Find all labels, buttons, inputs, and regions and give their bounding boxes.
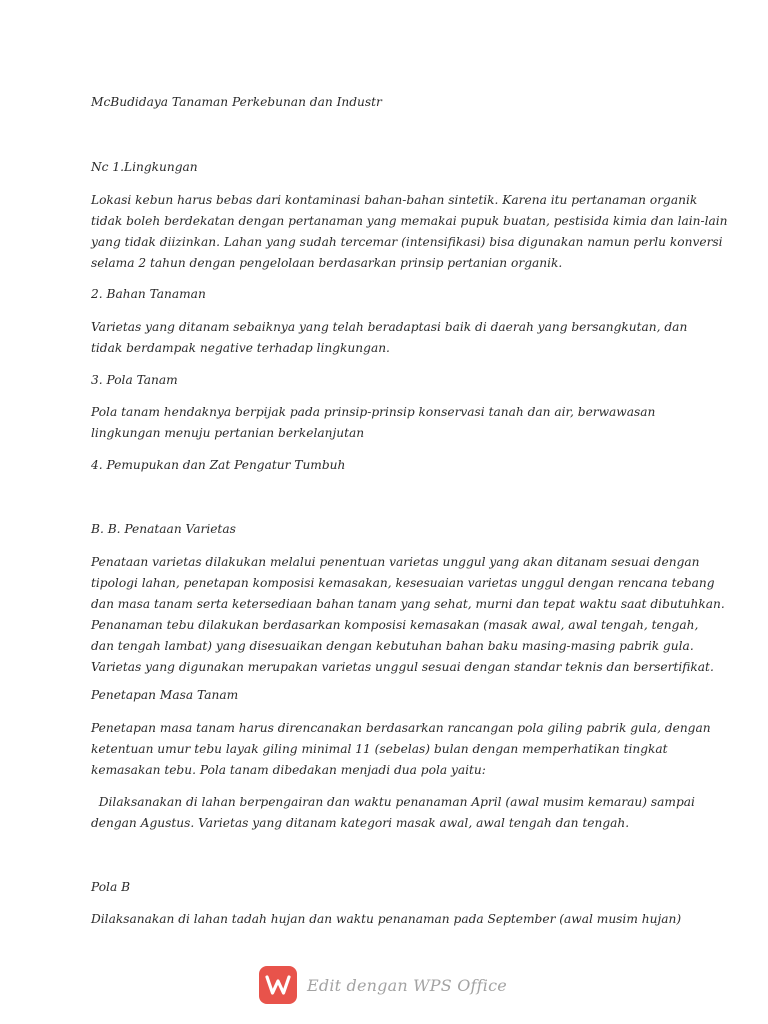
paragraph-line: tidak boleh berdekatan dengan pertanaman yang memakai pupuk buatan, pestisida kimia dan lain-lain: [91, 214, 728, 228]
section-heading-penetapan-masa-tanam: Penetapan Masa Tanam: [91, 688, 239, 702]
paragraph-line: Varietas yang digunakan merupakan varietas unggul sesuai dengan standar teknis dan bersertifikat.: [91, 660, 714, 674]
paragraph-line: yang tidak diizinkan. Lahan yang sudah tercemar (intensifikasi) bisa digunakan namun perlu konversi: [91, 235, 723, 249]
section-heading-penataan-varietas: B. B. Penataan Varietas: [91, 522, 236, 536]
paragraph-line: tipologi lahan, penetapan komposisi kemasakan, kesesuaian varietas unggul dengan rencana tebang: [91, 576, 715, 590]
document-title: McBudidaya Tanaman Perkebunan dan Industr: [91, 95, 382, 109]
paragraph-pola-a: [91, 792, 695, 834]
section-heading-pola-b: Pola B: [91, 880, 131, 894]
wps-watermark-text: Edit dengan WPS Office: [307, 975, 507, 995]
paragraph-penataan-varietas: [91, 552, 725, 678]
paragraph-line: Pola tanam hendaknya berpijak pada prinsip-prinsip konservasi tanah dan air, berwawasan: [91, 405, 656, 419]
paragraph-line: tidak berdampak negative terhadap lingkungan.: [91, 341, 390, 355]
paragraph-bahan-tanaman: [91, 317, 687, 359]
wps-w-glyph: [265, 974, 291, 996]
paragraph-line: Penetapan masa tanam harus direncanakan berdasarkan rancangan pola giling pabrik gula, dengan: [91, 721, 711, 735]
paragraph-line: Varietas yang ditanam sebaiknya yang telah beradaptasi baik di daerah yang bersangkutan, dan: [91, 320, 688, 334]
paragraph-line: Penataan varietas dilakukan melalui penentuan varietas unggul yang akan ditanam sesuai dengan: [91, 555, 700, 569]
paragraph-line: ketentuan umur tebu layak giling minimal 11 (sebelas) bulan dengan memperhatikan tingkat: [91, 742, 668, 756]
paragraph-line: Penanaman tebu dilakukan berdasarkan komposisi kemasakan (masak awal, awal tengah, tengah,: [91, 618, 699, 632]
wps-watermark[interactable]: [259, 964, 507, 1006]
section-heading-lingkungan: Nc 1.Lingkungan: [91, 160, 198, 174]
paragraph-line: selama 2 tahun dengan pengelolaan berdasarkan prinsip pertanian organik.: [91, 256, 563, 270]
section-heading-pemupukan: 4. Pemupukan dan Zat Pengatur Tumbuh: [91, 458, 346, 472]
wps-logo-icon: [259, 966, 297, 1004]
paragraph-lingkungan: [91, 190, 728, 274]
paragraph-line: kemasakan tebu. Pola tanam dibedakan menjadi dua pola yaitu:: [91, 763, 486, 777]
section-heading-pola-tanam: 3. Pola Tanam: [91, 373, 178, 387]
paragraph-line: Dilaksanakan di lahan berpengairan dan waktu penanaman April (awal musim kemarau) sampai: [91, 795, 695, 809]
paragraph-line: dan masa tanam serta ketersediaan bahan tanam yang sehat, murni dan tepat waktu saat dibutuhkan.: [91, 597, 725, 611]
paragraph-line: Lokasi kebun harus bebas dari kontaminasi bahan-bahan sintetik. Karena itu pertanaman organik: [91, 193, 698, 207]
paragraph-pola-b: [91, 909, 681, 930]
paragraph-line: dengan Agustus. Varietas yang ditanam kategori masak awal, awal tengah dan tengah.: [91, 816, 630, 830]
paragraph-pola-tanam: [91, 402, 655, 444]
paragraph-penetapan-masa-tanam: [91, 718, 711, 781]
section-heading-bahan-tanaman: 2. Bahan Tanaman: [91, 287, 206, 301]
paragraph-line: Dilaksanakan di lahan tadah hujan dan waktu penanaman pada September (awal musim hujan): [91, 912, 682, 926]
paragraph-line: dan tengah lambat) yang disesuaikan dengan kebutuhan bahan baku masing-masing pabrik gula.: [91, 639, 694, 653]
paragraph-line: lingkungan menuju pertanian berkelanjutan: [91, 426, 365, 440]
